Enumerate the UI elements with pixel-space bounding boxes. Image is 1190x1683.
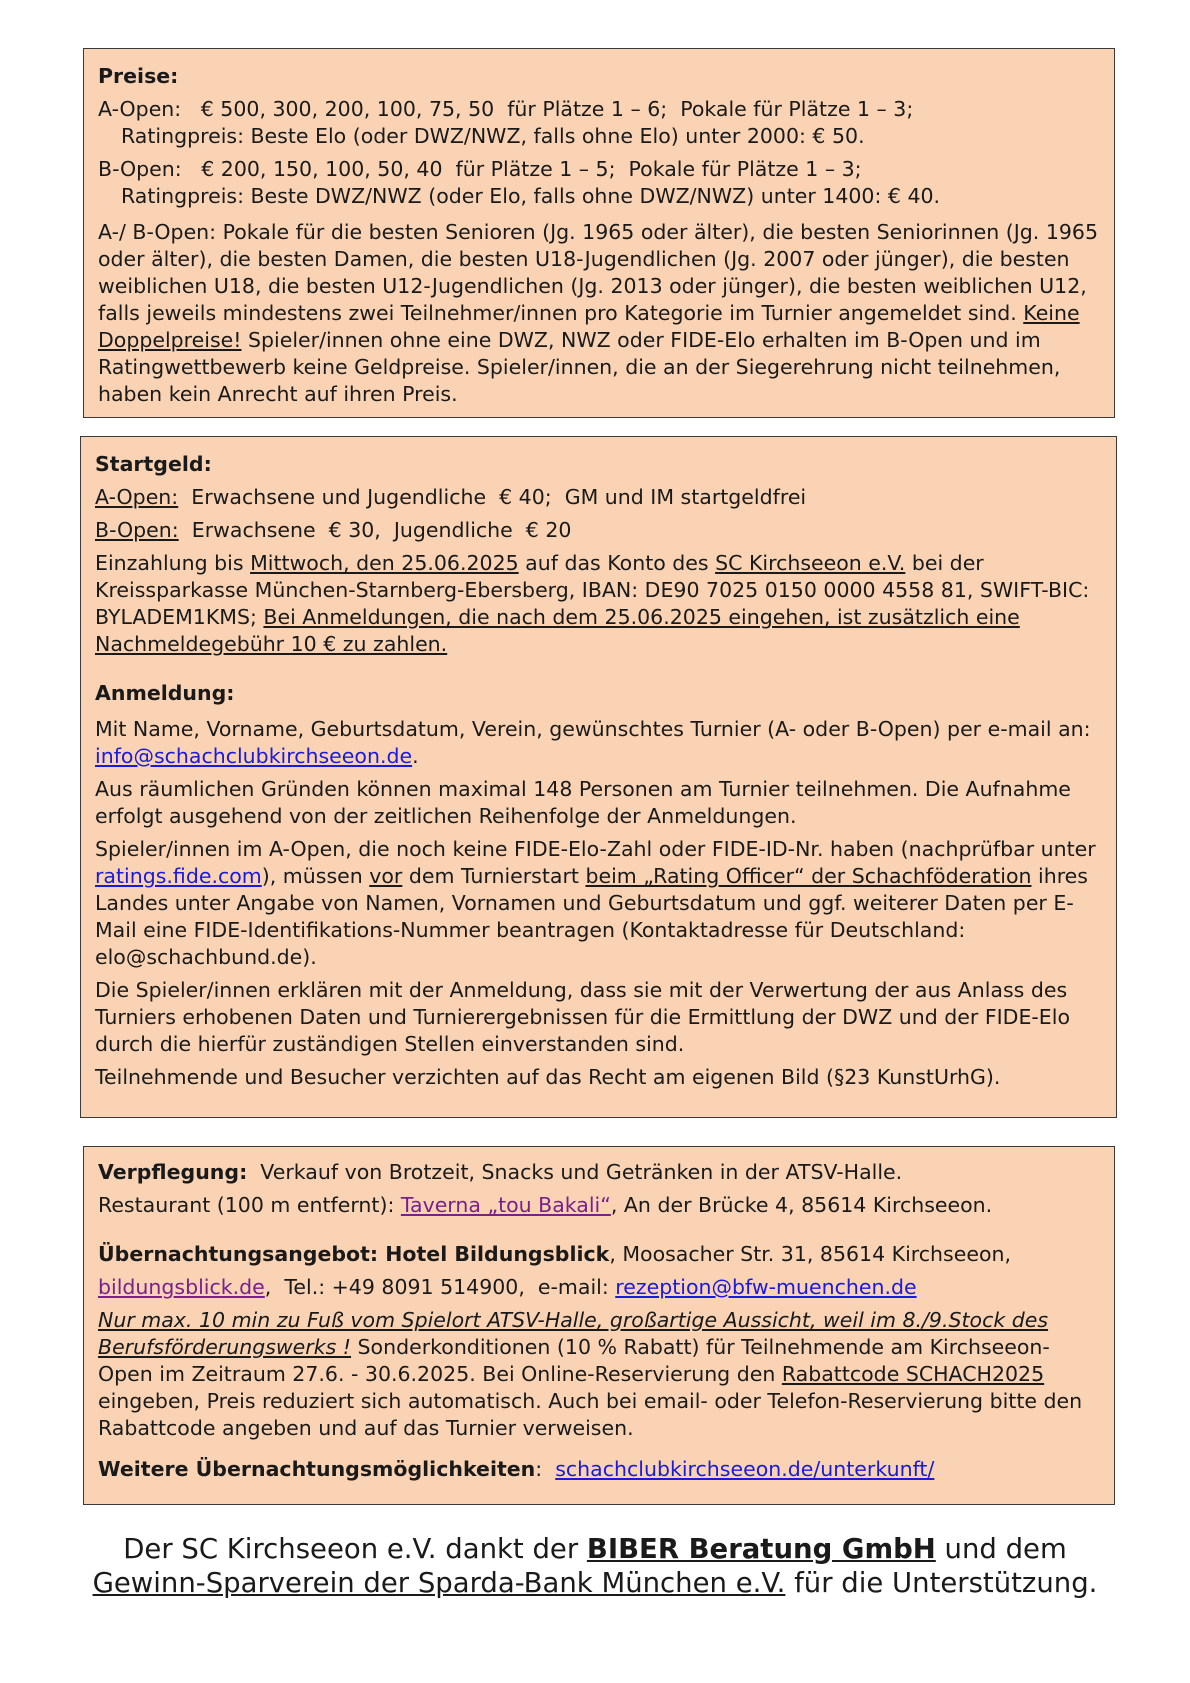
registration-p3-b: ), müssen: [261, 864, 370, 888]
registration-p1: [95, 716, 1102, 770]
accommodation-tel: , Tel.: +49 8091 514900, e-mail:: [264, 1275, 616, 1299]
payment-text-1: Einzahlung bis: [95, 551, 251, 575]
catering-line: [98, 1159, 1100, 1186]
registration-email-link[interactable]: info@schachclubkirchseeon.de: [95, 744, 413, 768]
catering-section: [83, 1146, 1115, 1505]
payment-club: SC Kirchseeon e.V.: [715, 551, 906, 575]
prizes-heading: Preise:: [98, 64, 179, 88]
registration-p3-a: Spieler/innen im A-Open, die noch keine FIDE-Elo-Zahl oder FIDE-ID-Nr. haben (nachprüfbar unter: [95, 837, 1096, 861]
payment-deadline: Mittwoch, den 25.06.2025: [250, 551, 519, 575]
entry-fee-a-text: Erwachsene und Jugendliche € 40; GM und IM startgeldfrei: [178, 485, 807, 509]
registration-p1-text: Mit Name, Vorname, Geburtsdatum, Verein, gewünschtes Turnier (A- oder B-Open) per e-mail an:: [95, 717, 1091, 741]
registration-heading: Anmeldung:: [95, 681, 235, 705]
thanks-line-2: [0, 1566, 1190, 1600]
registration-vor: vor: [369, 864, 403, 888]
entry-fee-section: [80, 436, 1117, 1118]
discount-code: Rabattcode SCHACH2025: [781, 1362, 1045, 1386]
sponsor-thanks: [0, 1532, 1190, 1600]
thanks-text-3: für die Unterstützung.: [785, 1567, 1098, 1599]
registration-p3-d: ihres Landes unter Angabe von Namen, Vornamen und Geburtsdatum und ggf. weiterer Daten per E-Mail eine FIDE-Identifikations-Nummer beantragen (Kontaktadresse für Deutschland: elo@schachbund.de).: [95, 864, 1088, 969]
thanks-text-2: und dem: [935, 1533, 1067, 1565]
accommodation-conditions: [98, 1307, 1100, 1442]
registration-p3: [95, 836, 1102, 971]
catering-heading: Verpflegung:: [98, 1160, 248, 1184]
hotel-email-link[interactable]: rezeption@bfw-muenchen.de: [615, 1275, 917, 1299]
entry-fee-b-text: Erwachsene € 30, Jugendliche € 20: [178, 518, 572, 542]
restaurant-label: Restaurant (100 m entfernt):: [98, 1193, 401, 1217]
accommodation-heading: Übernachtungsangebot: Hotel Bildungsblick: [98, 1242, 610, 1266]
registration-p3-c: dem Turnierstart: [402, 864, 586, 888]
restaurant-link[interactable]: Taverna „tou Bakali“: [400, 1193, 611, 1217]
prizes-a-open-line1: A-Open: € 500, 300, 200, 100, 75, 50 für Plätze 1 – 6; Pokale für Plätze 1 – 3;: [98, 97, 914, 121]
prizes-b-open-line2: Ratingpreis: Beste DWZ/NWZ (oder Elo, falls ohne DWZ/NWZ) unter 1400: € 40.: [121, 184, 941, 208]
thanks-line-1: [0, 1532, 1190, 1566]
entry-fee-a-open: [95, 484, 1102, 511]
sponsor-biber: BIBER Beratung GmbH: [586, 1533, 936, 1565]
prizes-b-open-line1: B-Open: € 200, 150, 100, 50, 40 für Plätze 1 – 5; Pokale für Plätze 1 – 3;: [98, 157, 862, 181]
accommodation-italic-note: Nur max. 10 min zu Fuß vom Spielort ATSV-Halle, großartige Aussicht, weil im 8./9.Stock des Berufsförderungswerks !: [98, 1308, 1049, 1359]
entry-fee-b-open: [95, 517, 1102, 544]
rating-officer-note: beim „Rating Officer“ der Schachföderation: [585, 864, 1032, 888]
restaurant-line: [98, 1192, 1100, 1219]
entry-fee-heading: Startgeld:: [95, 452, 212, 476]
prizes-a-open: [98, 96, 1100, 150]
fide-ratings-link[interactable]: ratings.fide.com: [95, 864, 262, 888]
prizes-ab-text-1: A-/ B-Open: Pokale für die besten Senioren (Jg. 1965 oder älter), die besten Seniorinnen (Jg. 1965 oder älter), die besten Damen, die besten U18-Jugendlichen (Jg. 2007 oder jünger), die besten weiblichen U18, die besten U12-Jugendlichen (Jg. 2013 oder jünger), die besten weiblichen U12, falls jeweils mindestens zwei Teilnehmer/innen pro Kategorie im Turnier angemeldet sind.: [98, 220, 1098, 325]
prizes-ab-text-2: Spieler/innen ohne eine DWZ, NWZ oder FIDE-Elo erhalten im B-Open und im Ratingwettbewerb keine Geldpreise. Spieler/innen, die an der Siegerehrung nicht teilnehmen, haben kein Anrecht auf ihren Preis.: [98, 328, 1061, 406]
accommodation-cond-1: Sonderkonditionen (10 % Rabatt) für Teilnehmende am Kirchseeon-Open im Zeitraum 27.6. - 30.6.2025. Bei Online-Reservierung den: [98, 1335, 1050, 1386]
prizes-a-open-line2: Ratingpreis: Beste Elo (oder DWZ/NWZ, falls ohne Elo) unter 2000: € 50.: [121, 124, 865, 148]
registration-p5: Teilnehmende und Besucher verzichten auf das Recht am eigenen Bild (§23 KunstUrhG).: [95, 1065, 1001, 1089]
late-fee-note: Bei Anmeldungen, die nach dem 25.06.2025 eingehen, ist zusätzlich eine Nachmeldegebühr 10 € zu zahlen.: [95, 605, 1020, 656]
accommodation-cond-2: eingeben, Preis reduziert sich automatisch. Auch bei email- oder Telefon-Reservierung bitte den Rabattcode angeben und auf das Turnier verweisen.: [98, 1389, 1083, 1440]
restaurant-address: , An der Brücke 4, 85614 Kirchseeon.: [610, 1193, 993, 1217]
registration-p1-end: .: [412, 744, 419, 768]
entry-fee-b-label: B-Open:: [95, 518, 179, 542]
accommodation-contact: [98, 1274, 1100, 1301]
payment-info: [95, 550, 1102, 658]
entry-fee-a-label: A-Open:: [95, 485, 179, 509]
no-double-prizes-note: Keine Doppelpreise!: [98, 301, 1080, 352]
registration-p4: Die Spieler/innen erklären mit der Anmeldung, dass sie mit der Verwertung der aus Anlass des Turniers erhobenen Daten und Turnierergebnissen für die Ermittlung der DWZ und der FIDE-Elo durch die hierfür zuständigen Stellen einverstanden sind.: [95, 978, 1071, 1056]
more-accommodation-label: Weitere Übernachtungsmöglichkeiten: [98, 1457, 536, 1481]
more-accommodation-link[interactable]: schachclubkirchseeon.de/unterkunft/: [555, 1457, 935, 1481]
prizes-ab-open-text: [98, 219, 1100, 408]
accommodation-address: , Moosacher Str. 31, 85614 Kirchseeon,: [609, 1242, 1011, 1266]
payment-text-3: bei der Kreissparkasse München-Starnberg-Ebersberg, IBAN: DE90 7025 0150 0000 4558 81, SWIFT-BIC: BYLADEM1KMS;: [95, 551, 1090, 629]
hotel-site-link[interactable]: bildungsblick.de: [98, 1275, 265, 1299]
thanks-text-1: Der SC Kirchseeon e.V. dankt der: [123, 1533, 587, 1565]
prizes-b-open: [98, 156, 1100, 210]
accommodation-line: [98, 1241, 1100, 1268]
payment-text-2: auf das Konto des: [518, 551, 716, 575]
registration-p2: Aus räumlichen Gründen können maximal 148 Personen am Turnier teilnehmen. Die Aufnahme erfolgt ausgehend von der zeitlichen Reihenfolge der Anmeldungen.: [95, 777, 1071, 828]
prizes-section: [83, 48, 1115, 418]
sponsor-sparda: Gewinn-Sparverein der Sparda-Bank München e.V.: [92, 1567, 786, 1599]
catering-text: Verkauf von Brotzeit, Snacks und Getränken in der ATSV-Halle.: [247, 1160, 903, 1184]
more-accommodation-line: [98, 1456, 1100, 1483]
more-accommodation-colon: :: [535, 1457, 556, 1481]
